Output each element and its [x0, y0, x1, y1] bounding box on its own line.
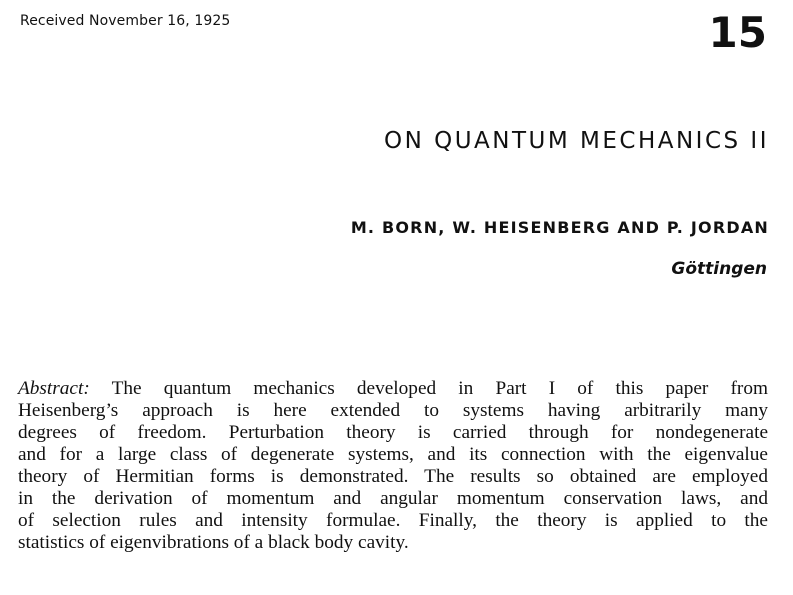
paper-title: ON QUANTUM MECHANICS II — [383, 128, 769, 154]
abstract-line: in the derivation of momentum and angular momentum conservation laws, and — [18, 488, 768, 509]
abstract-line: and for a large class of degenerate systems, and its connection with the eigenvalue — [18, 444, 768, 465]
abstract-label: Abstract: — [18, 378, 90, 399]
abstract-line: degrees of freedom. Perturbation theory is carried through for nondegenerate — [18, 422, 768, 443]
abstract-line: Heisenberg’s approach is here extended to systems having arbitrarily many — [18, 400, 768, 421]
author-affiliation: Göttingen — [671, 259, 767, 279]
abstract-line — [18, 378, 768, 400]
abstract-line: statistics of eigenvibrations of a black body cavity. — [18, 532, 409, 553]
abstract — [18, 378, 768, 554]
abstract-line: theory of Hermitian forms is demonstrated. The results so obtained are employed — [18, 466, 768, 487]
paper-authors: M. BORN, W. HEISENBERG AND P. JORDAN — [350, 218, 769, 237]
abstract-line: of selection rules and intensity formulae. Finally, the theory is applied to the — [18, 510, 768, 531]
chapter-number: 15 — [708, 8, 767, 57]
abstract-line-text: The quantum mechanics developed in Part I of this paper from — [111, 378, 768, 399]
received-date: Received November 16, 1925 — [20, 13, 231, 29]
